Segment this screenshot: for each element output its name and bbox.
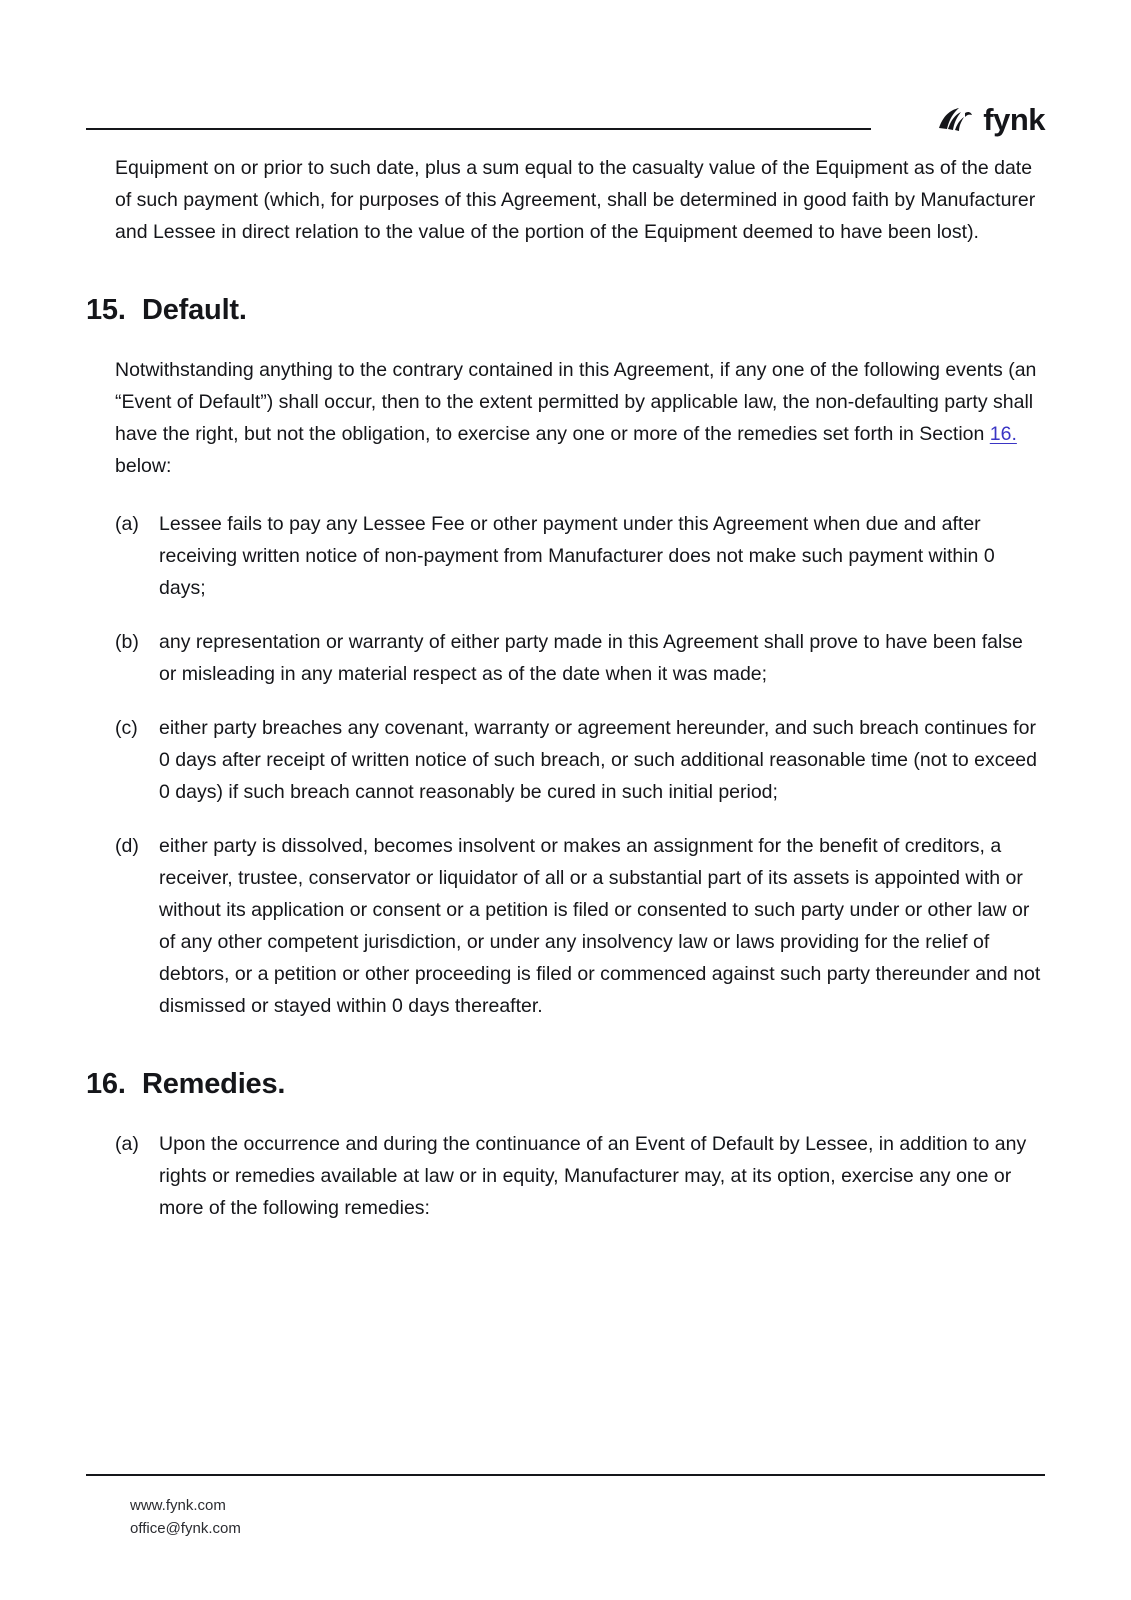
footer-contact bbox=[86, 1494, 1045, 1540]
fynk-bird-logo-icon bbox=[937, 105, 973, 135]
list-item-marker: (a) bbox=[115, 513, 139, 535]
list-item bbox=[115, 1128, 1045, 1224]
list-item-text: Lessee fails to pay any Lessee Fee or other payment under this Agreement when due and after receiving written notice of non-payment from Manufacturer does not make such payment within 0 days; bbox=[159, 513, 995, 599]
footer-website[interactable]: www.fynk.com bbox=[130, 1497, 226, 1514]
list-item bbox=[115, 508, 1045, 604]
brand-name: fynk bbox=[983, 102, 1045, 137]
brand-logo bbox=[937, 104, 1045, 135]
section-title-16: Remedies. bbox=[142, 1068, 286, 1100]
footer-email[interactable]: office@fynk.com bbox=[130, 1520, 241, 1537]
section-15-lead-part1: Notwithstanding anything to the contrary contained in this Agreement, if any one of the following events (an “Event of Default”) shall occur, then to the extent permitted by applicable law, the non-defaulting party shall have the right, but not the obligation, to exercise any one or more of the remedies set forth in Section bbox=[115, 359, 1037, 445]
section-16-cross-reference-link[interactable]: 16. bbox=[989, 423, 1017, 445]
header-divider bbox=[86, 128, 871, 130]
document-body bbox=[86, 152, 1045, 1246]
footer-divider bbox=[86, 1474, 1045, 1476]
list-item-text: any representation or warranty of either party made in this Agreement shall prove to have been false or misleading in any material respect as of the date when it was made; bbox=[159, 631, 1023, 685]
list-item bbox=[115, 626, 1045, 690]
intro-paragraph: Equipment on or prior to such date, plus a sum equal to the casualty value of the Equipment as of the date of such payment (which, for purposes of this Agreement, shall be determined in good faith by Manufacturer and Lessee in direct relation to the value of the portion of the Equipment deemed to have been lost). bbox=[115, 157, 1036, 243]
list-item-marker: (d) bbox=[115, 835, 139, 857]
list-item-text: either party is dissolved, becomes insolvent or makes an assignment for the benefit of creditors, a receiver, trustee, conservator or liquidator of all or a substantial part of its assets is appointed with or without its application or consent or a petition is filed or consented to such party under or other law or of any other competent jurisdiction, or under any insolvency law or laws providing for the relief of debtors, or a petition or other proceeding is filed or commenced against such party thereunder and not dismissed or stayed within 0 days thereafter. bbox=[159, 835, 1041, 1017]
section-number-15: 15. bbox=[86, 294, 126, 326]
list-item bbox=[115, 712, 1045, 808]
page-footer bbox=[86, 1474, 1045, 1540]
list-item-marker: (a) bbox=[115, 1133, 139, 1155]
page-header bbox=[86, 96, 1045, 152]
list-item-marker: (c) bbox=[115, 717, 138, 739]
section-heading-15 bbox=[86, 292, 1045, 328]
intro-paragraph-block bbox=[86, 152, 1045, 248]
list-item bbox=[115, 830, 1045, 1022]
section-16-list bbox=[86, 1128, 1045, 1224]
list-item-text: either party breaches any covenant, warranty or agreement hereunder, and such breach continues for 0 days after receipt of written notice of such breach, or such additional reasonable time (not to exceed 0 days) if such breach cannot reasonably be cured in such initial period; bbox=[159, 717, 1037, 803]
list-item-text: Upon the occurrence and during the continuance of an Event of Default by Lessee, in addition to any rights or remedies available at law or in equity, Manufacturer may, at its option, exercise any one or more of the following remedies: bbox=[159, 1133, 1027, 1219]
section-15-lead-block bbox=[86, 354, 1045, 482]
section-heading-16 bbox=[86, 1066, 1045, 1102]
section-15-lead bbox=[115, 354, 1045, 482]
section-15-lead-part2: below: bbox=[115, 455, 172, 477]
section-number-16: 16. bbox=[86, 1068, 126, 1100]
section-15-list bbox=[86, 508, 1045, 1022]
section-title-15: Default. bbox=[142, 294, 247, 326]
list-item-marker: (b) bbox=[115, 631, 139, 653]
